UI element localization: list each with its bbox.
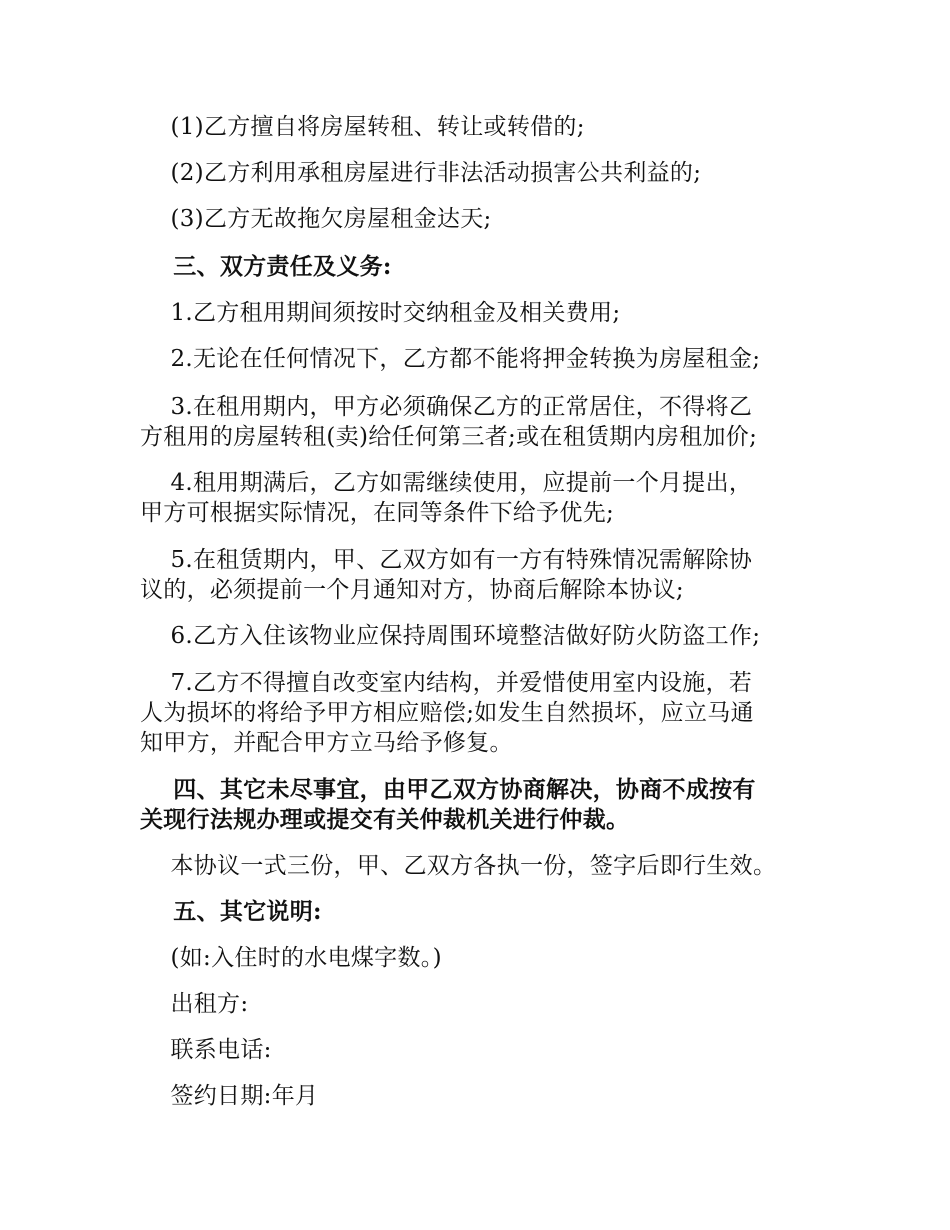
duty-item-4-line-2: 甲方可根据实际情况，在同等条件下给予优先;: [140, 500, 615, 526]
section-heading-3: 三、双方责任及义务:: [140, 253, 392, 280]
duty-item-3-line-2: 方租用的房屋转租(卖)给任何第三者;或在租赁期内房租加价;: [140, 424, 758, 450]
duty-item-5-line-2: 议的，必须提前一个月通知对方，协商后解除本协议;: [140, 577, 684, 603]
lessor-label: 出租方:: [140, 991, 249, 1017]
duty-item-2: 2.无论在任何情况下，乙方都不能将押金转换为房屋租金;: [140, 346, 761, 372]
duty-item-7-line-1: 7.乙方不得擅自改变室内结构，并爱惜使用室内设施，若: [140, 670, 753, 696]
copies-clause: 本协议一式三份，甲、乙双方各执一份，签字后即行生效。: [140, 853, 777, 879]
clause-item-3: (3)乙方无故拖欠房屋租金达天;: [140, 206, 492, 232]
note-line: (如:入住时的水电煤字数。): [140, 945, 442, 971]
duty-item-4-line-1: 4.租用期满后，乙方如需继续使用，应提前一个月提出，: [140, 470, 753, 496]
clause-item-2: (2)乙方利用承租房屋进行非法活动损害公共利益的;: [140, 160, 702, 186]
duty-item-7-line-2: 人为损坏的将给予甲方相应赔偿;如发生自然损坏，应立马通: [140, 700, 754, 726]
duty-item-7-line-3: 知甲方，并配合甲方立马给予修复。: [140, 730, 513, 756]
duty-item-3-line-1: 3.在租用期内，甲方必须确保乙方的正常居住，不得将乙: [140, 394, 753, 420]
section-heading-5: 五、其它说明:: [140, 898, 322, 925]
phone-label: 联系电话:: [140, 1037, 272, 1063]
sign-date-label: 签约日期:年月: [140, 1083, 319, 1109]
duty-item-1: 1.乙方租用期间须按时交纳租金及相关费用;: [140, 300, 621, 326]
duty-item-6: 6.乙方入住该物业应保持周围环境整洁做好防火防盗工作;: [140, 623, 761, 649]
section-heading-4-line-1: 四、其它未尽事宜，由甲乙双方协商解决，协商不成按有: [140, 776, 756, 803]
clause-item-1: (1)乙方擅自将房屋转租、转让或转借的;: [140, 114, 585, 140]
duty-item-5-line-1: 5.在租赁期内，甲、乙双方如有一方有特殊情况需解除协: [140, 547, 753, 573]
section-heading-4-line-2: 关现行法规办理或提交有关仲裁机关进行仲裁。: [140, 806, 630, 833]
